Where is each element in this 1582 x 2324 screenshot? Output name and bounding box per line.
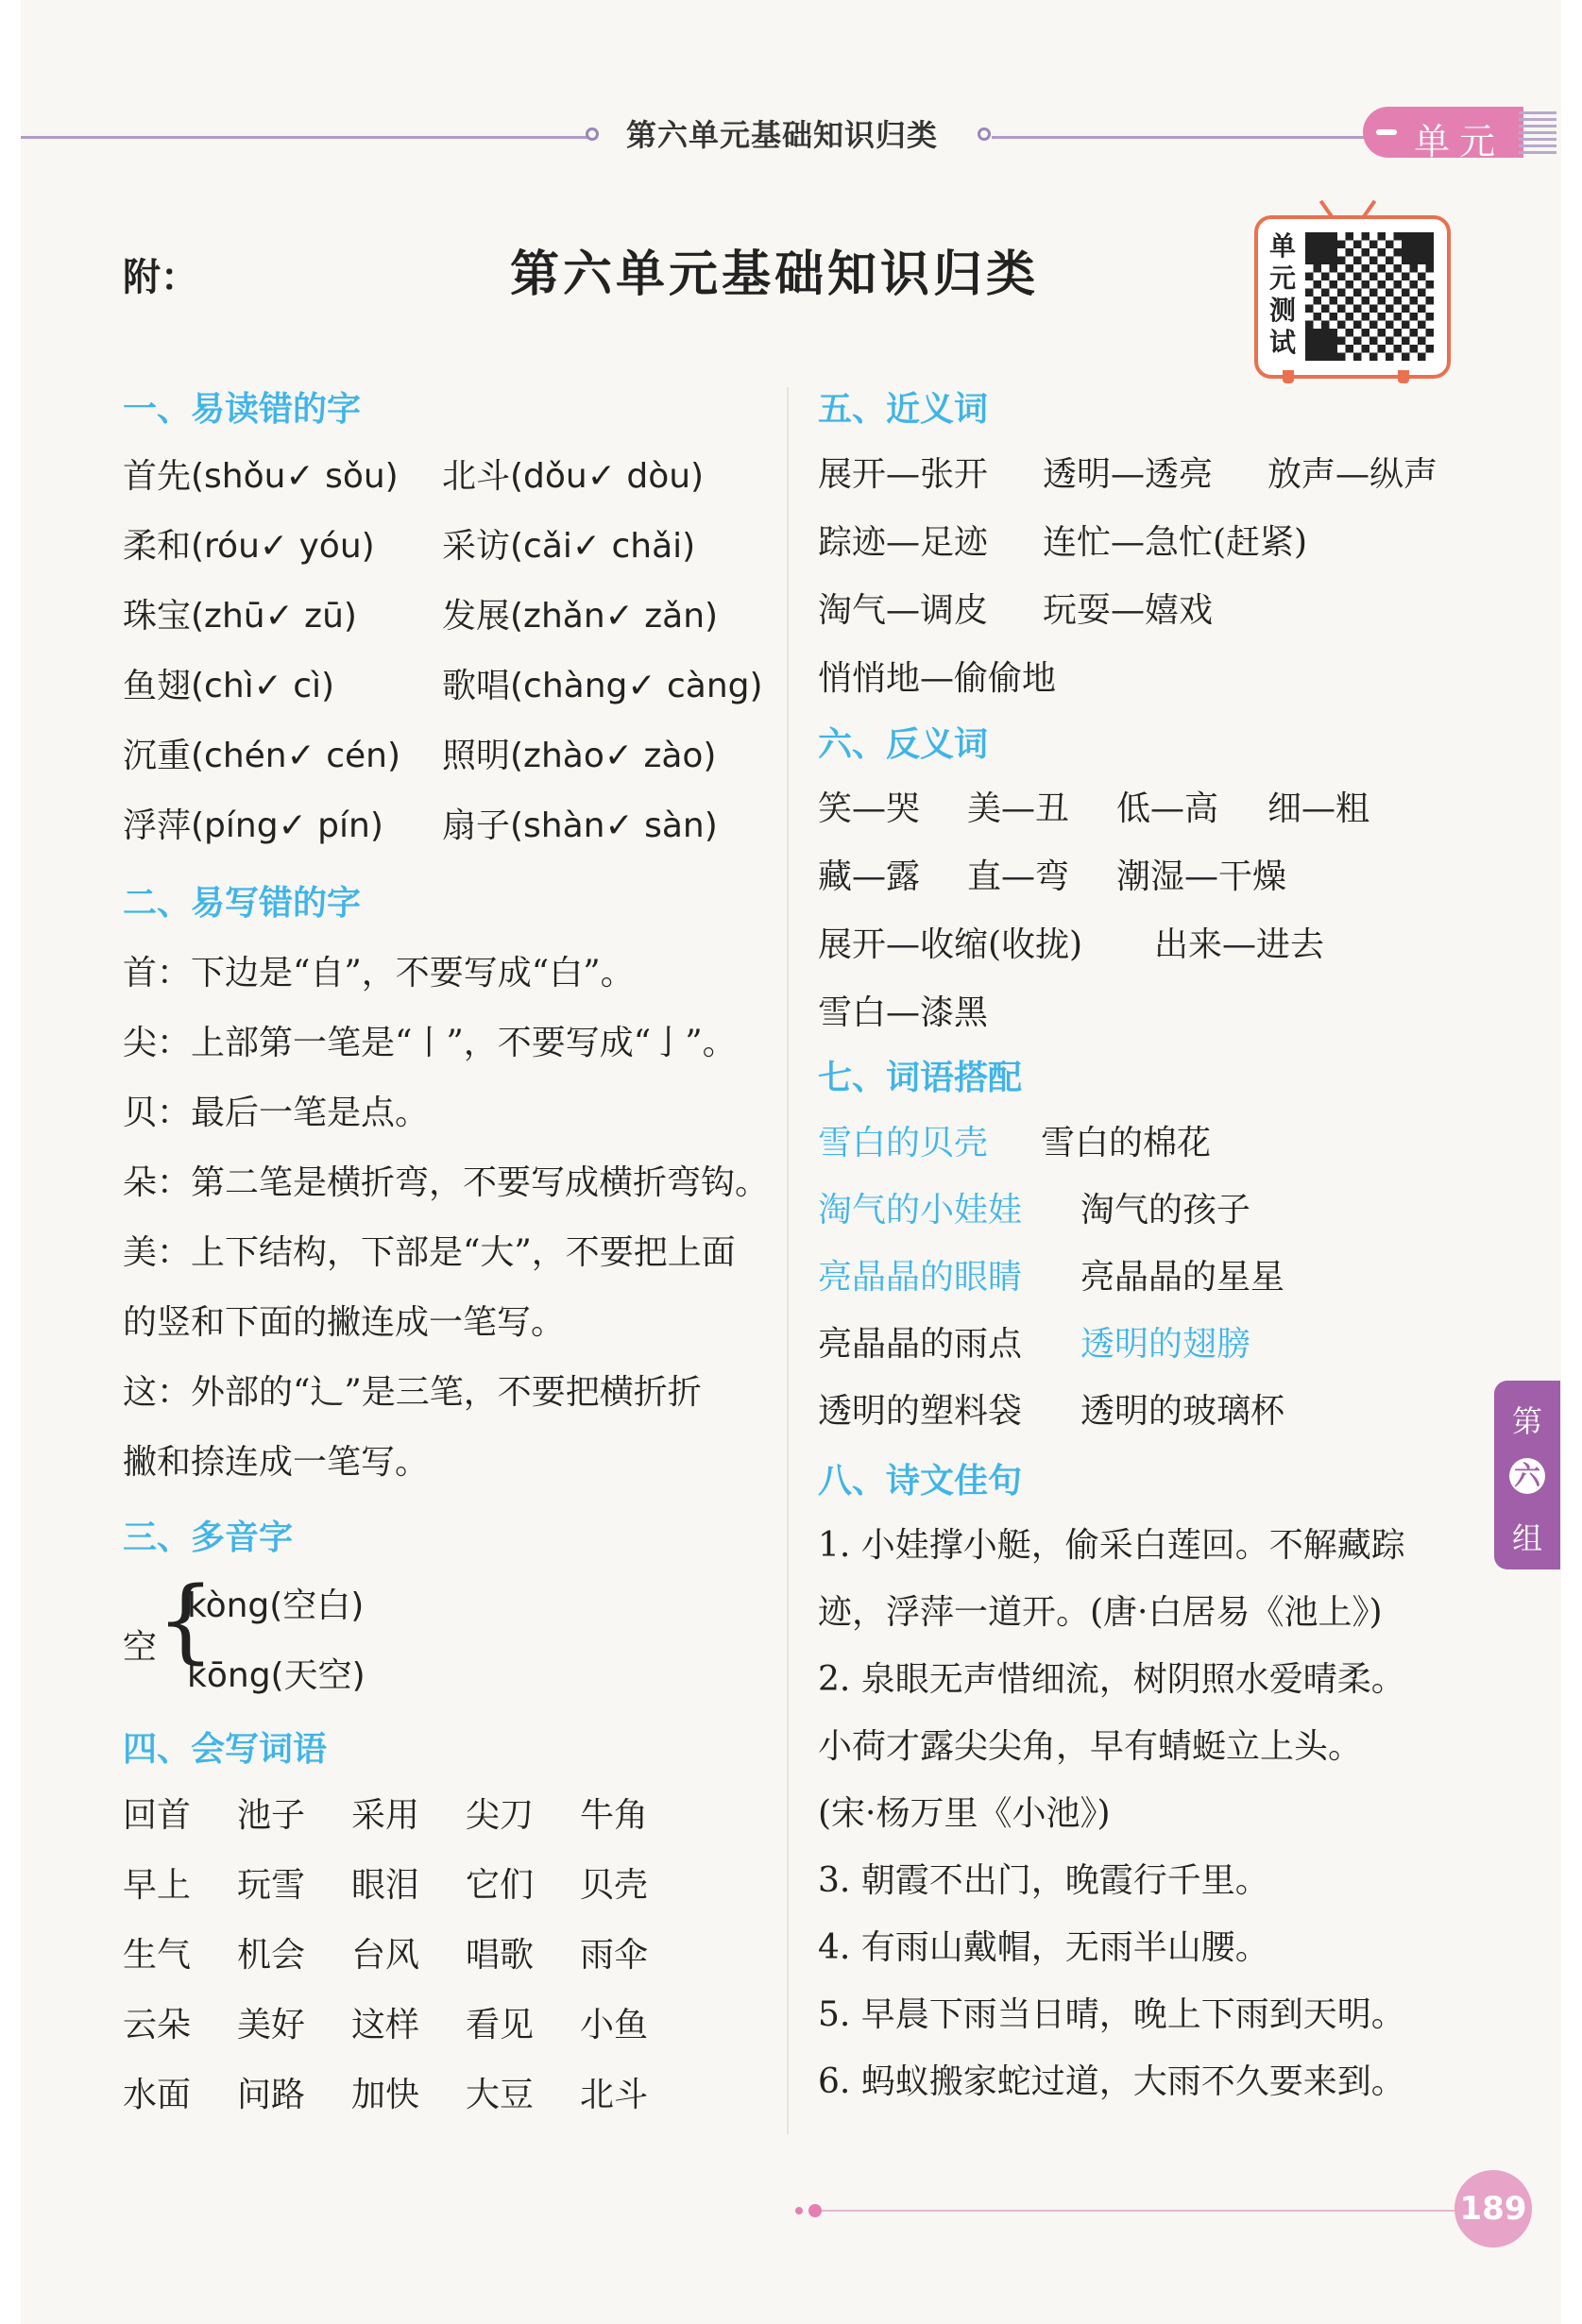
antonym-pair: 出来—进去: [1154, 925, 1325, 964]
synonym-pair: 踪迹—足迹: [818, 523, 989, 562]
section-heading: 二、易写错的字: [123, 884, 362, 923]
synonym-pair: 悄悄地—偷偷地: [818, 659, 1057, 698]
rule-line: 贝：最后一笔是点。: [123, 1094, 430, 1132]
header-rule-left: [21, 136, 587, 139]
section-heading: 六、反义词: [818, 725, 989, 764]
vocab-word: 雨伞: [580, 1936, 649, 1975]
unit-tab-label: 单元: [1414, 121, 1505, 162]
rule-line: 首：下边是“自”，不要写成“白”。: [123, 954, 635, 992]
vocab-word: 加快: [351, 2076, 420, 2114]
side-tab-bottom: 组: [1511, 1520, 1542, 1556]
collocation: 淘气的小娃娃: [818, 1191, 1023, 1230]
synonym-pair: 淘气—调皮: [818, 591, 989, 630]
rule-line: 朵：第二笔是横折弯，不要写成横折弯钩。: [123, 1163, 770, 1202]
rule-line: 尖：上部第一笔是“丨”，不要写成“亅”。: [123, 1024, 737, 1062]
antonym-pair: 展开—收缩(收拢): [818, 925, 1083, 964]
collocation: 雪白的贝壳: [818, 1124, 989, 1162]
vocab-word: 北斗: [580, 2076, 649, 2114]
pinyin-entry: 鱼翅(chì✓ cì): [123, 667, 335, 705]
pinyin-entry: 歌唱(chàng✓ càng): [442, 667, 763, 705]
polyphone-char: 空: [123, 1628, 158, 1667]
antonym-pair: 潮湿—干燥: [1116, 857, 1287, 896]
synonym-pair: 放声—纵声: [1267, 455, 1438, 494]
poem-line: 4. 有雨山戴帽，无雨半山腰。: [818, 1928, 1269, 1967]
pinyin-entry: 照明(zhào✓ zào): [442, 737, 717, 775]
pinyin-entry: 首先(shǒu✓ sǒu): [123, 457, 399, 496]
stripe-decoration: [1519, 111, 1556, 157]
antonym-pair: 雪白—漆黑: [818, 993, 989, 1032]
poem-line: 小荷才露尖尖角，早有蜻蜓立上头。: [818, 1727, 1363, 1766]
pinyin-entry: 浮萍(píng✓ pín): [123, 806, 383, 845]
tv-leg-icon: [1398, 370, 1409, 383]
section-heading: 八、诗文佳句: [818, 1462, 1023, 1501]
section-heading: 七、词语搭配: [818, 1059, 1023, 1097]
vocab-word: 水面: [123, 2076, 192, 2114]
page-title: 第六单元基础知识归类: [510, 246, 1040, 303]
vocab-word: 回首: [123, 1796, 192, 1835]
vocab-word: 池子: [237, 1796, 306, 1835]
header-rule-right: [992, 136, 1365, 139]
collocation: 亮晶晶的星星: [1080, 1258, 1285, 1297]
group-side-tab: [1494, 1381, 1560, 1569]
collocation: 透明的玻璃杯: [1080, 1392, 1285, 1431]
vocab-word: 眼泪: [351, 1866, 420, 1905]
vocab-word: 玩雪: [237, 1866, 306, 1905]
synonym-pair: 玩耍—嬉戏: [1043, 591, 1214, 630]
polyphone-reading: kòng(空白): [187, 1586, 365, 1625]
section-heading: 一、易读错的字: [123, 390, 362, 429]
vocab-word: 小鱼: [580, 2006, 649, 2044]
vocab-word: 尖刀: [466, 1796, 535, 1835]
collocation: 雪白的棉花: [1041, 1124, 1212, 1162]
vocab-word: 机会: [237, 1936, 306, 1975]
side-tab-top: 第: [1511, 1403, 1542, 1439]
pinyin-entry: 珠宝(zhū✓ zū): [123, 597, 357, 636]
pinyin-entry: 发展(zhǎn✓ zǎn): [442, 597, 719, 636]
vocab-word: 采用: [351, 1796, 420, 1835]
dash-icon: [1376, 129, 1397, 135]
footer-dot-icon: [795, 2207, 803, 2214]
section-heading: 五、近义词: [818, 390, 989, 429]
collocation: 透明的塑料袋: [818, 1392, 1023, 1431]
brace-icon: {: [157, 1568, 215, 1673]
poem-line: 迹，浮萍一道开。(唐·白居易《池上》): [818, 1593, 1383, 1632]
rule-line: 的竖和下面的撇连成一笔写。: [123, 1303, 566, 1342]
column-divider: [787, 387, 789, 2134]
poem-line: (宋·杨万里《小池》): [818, 1794, 1111, 1833]
antonym-pair: 藏—露: [818, 857, 921, 896]
running-header-title: 第六单元基础知识归类: [626, 117, 939, 153]
section-heading: 三、多音字: [123, 1518, 294, 1557]
vocab-word: 这样: [351, 2006, 420, 2044]
antonym-pair: 细—粗: [1267, 789, 1370, 828]
side-tab-number: 六: [1509, 1458, 1545, 1494]
header-rule-dot-right: [978, 127, 991, 141]
pinyin-entry: 扇子(shàn✓ sàn): [442, 806, 718, 845]
header-rule-dot-left: [586, 127, 599, 141]
footer-rule: [812, 2210, 1473, 2212]
qr-label: 单元测试: [1269, 230, 1297, 358]
antonym-pair: 美—丑: [967, 789, 1070, 828]
vocab-word: 贝壳: [580, 1866, 649, 1905]
rule-line: 撇和捺连成一笔写。: [123, 1443, 430, 1482]
collocation: 亮晶晶的雨点: [818, 1325, 1023, 1364]
poem-line: 3. 朝霞不出门，晚霞行千里。: [818, 1861, 1269, 1900]
poem-line: 6. 蚂蚁搬家蛇过道，大雨不久要来到。: [818, 2062, 1405, 2101]
synonym-pair: 连忙—急忙(赶紧): [1043, 523, 1308, 562]
vocab-word: 台风: [351, 1936, 420, 1975]
vocab-word: 唱歌: [466, 1936, 535, 1975]
synonym-pair: 透明—透亮: [1043, 455, 1214, 494]
poem-line: 1. 小娃撑小艇，偷采白莲回。不解藏踪: [818, 1526, 1405, 1565]
pinyin-entry: 柔和(róu✓ yóu): [123, 527, 375, 566]
vocab-word: 大豆: [466, 2076, 535, 2114]
pinyin-entry: 北斗(dǒu✓ dòu): [442, 457, 705, 496]
poem-line: 2. 泉眼无声惜细流，树阴照水爱晴柔。: [818, 1660, 1405, 1699]
antonym-pair: 低—高: [1116, 789, 1219, 828]
collocation: 亮晶晶的眼睛: [818, 1258, 1023, 1297]
vocab-word: 生气: [123, 1936, 192, 1975]
vocab-word: 早上: [123, 1866, 192, 1905]
qr-code-icon: [1305, 232, 1434, 361]
vocab-word: 问路: [237, 2076, 306, 2114]
vocab-word: 牛角: [580, 1796, 649, 1835]
tv-leg-icon: [1283, 370, 1294, 383]
poem-line: 5. 早晨下雨当日晴，晚上下雨到天明。: [818, 1995, 1405, 2034]
unit-tab: [1363, 107, 1523, 162]
rule-line: 美：上下结构，下部是“大”，不要把上面: [123, 1233, 736, 1272]
pinyin-entry: 沉重(chén✓ cén): [123, 737, 401, 775]
collocation: 透明的翅膀: [1080, 1325, 1251, 1364]
rule-line: 这：外部的“辶”是三笔，不要把横折折: [123, 1373, 702, 1412]
page-number: 189: [1454, 2170, 1532, 2248]
antonym-pair: 笑—哭: [818, 789, 921, 828]
section-heading: 四、会写词语: [123, 1730, 328, 1769]
pinyin-entry: 采访(cǎi✓ chǎi): [442, 527, 696, 566]
appendix-label: 附：: [123, 256, 198, 299]
synonym-pair: 展开—张开: [818, 455, 989, 494]
vocab-word: 美好: [237, 2006, 306, 2044]
collocation: 淘气的孩子: [1080, 1191, 1251, 1230]
polyphone-reading: kōng(天空): [187, 1656, 366, 1695]
vocab-word: 云朵: [123, 2006, 192, 2044]
qr-code-card[interactable]: [1254, 215, 1451, 379]
vocab-word: 看见: [466, 2006, 535, 2044]
vocab-word: 它们: [466, 1866, 535, 1905]
footer-dot-icon: [808, 2204, 822, 2217]
antonym-pair: 直—弯: [967, 857, 1070, 896]
